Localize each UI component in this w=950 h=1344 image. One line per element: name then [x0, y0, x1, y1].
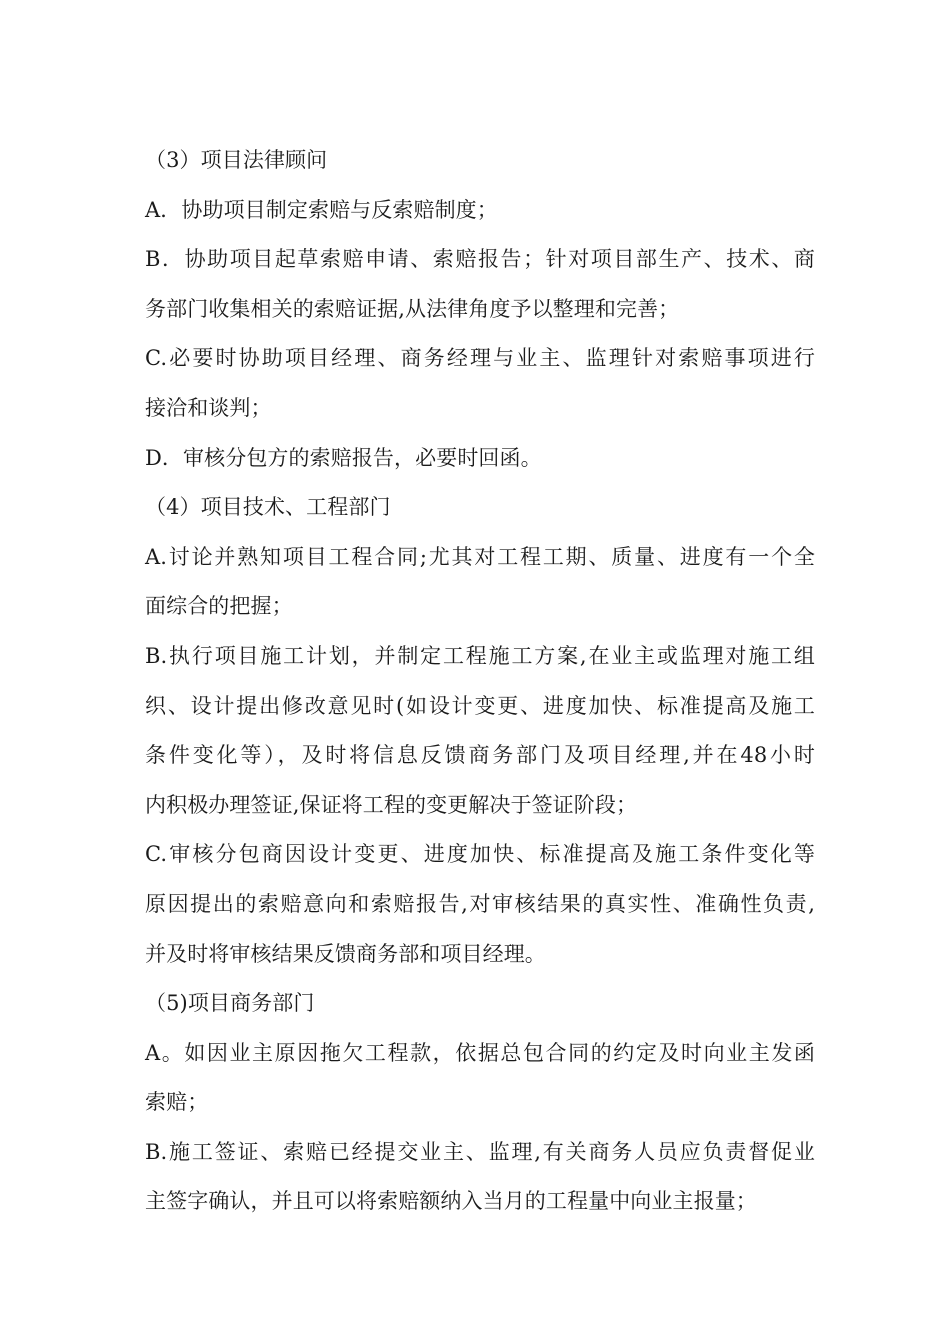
- paragraph-line: 主签字确认，并且可以将索赔额纳入当月的工程量中向业主报量；: [145, 1189, 757, 1214]
- paragraph-line: 条件变化等），及时将信息反馈商务部门及项目经理,并在48小时: [145, 743, 815, 768]
- section-heading-commercial: （5)项目商务部门: [145, 991, 315, 1016]
- paragraph-line: B.施工签证、索赔已经提交业主、监理,有关商务人员应负责督促业: [145, 1139, 815, 1164]
- paragraph-line: C.审核分包商因设计变更、进度加快、标准提高及施工条件变化等: [145, 842, 815, 867]
- paragraph-line: 索赔；: [145, 1090, 209, 1115]
- paragraph-line: C.必要时协助项目经理、商务经理与业主、监理针对索赔事项进行: [145, 346, 815, 371]
- section-heading-tech-engineering: （4）项目技术、工程部门: [145, 495, 391, 520]
- paragraph-line: A．协助项目制定索赔与反索赔制度；: [145, 197, 498, 222]
- paragraph-line: 并及时将审核结果反馈商务部和项目经理。: [145, 941, 546, 966]
- paragraph-line: 面综合的把握；: [145, 594, 293, 619]
- paragraph-line: 原因提出的索赔意向和索赔报告,对审核结果的真实性、准确性负责,: [145, 891, 815, 916]
- paragraph-line: 织、设计提出修改意见时(如设计变更、进度加快、标准提高及施工: [145, 693, 815, 718]
- paragraph-line: B．协助项目起草索赔申请、索赔报告；针对项目部生产、技术、商: [145, 247, 815, 272]
- paragraph-line: B.执行项目施工计划，并制定工程施工方案,在业主或监理对施工组: [145, 643, 815, 668]
- paragraph-line: D．审核分包方的索赔报告，必要时回函。: [145, 445, 542, 470]
- paragraph-line: A。如因业主原因拖欠工程款，依据总包合同的约定及时向业主发函: [145, 1040, 815, 1065]
- paragraph-line: 务部门收集相关的索赔证据,从法律角度予以整理和完善；: [145, 296, 680, 321]
- paragraph-line: A.讨论并熟知项目工程合同;尤其对工程工期、质量、进度有一个全: [145, 544, 815, 569]
- paragraph-line: 内积极办理签证,保证将工程的变更解决于签证阶段；: [145, 792, 638, 817]
- document-body: [145, 136, 815, 1227]
- section-heading-legal-advisor: （3）项目法律顾问: [145, 148, 328, 172]
- paragraph-line: 接洽和谈判；: [145, 395, 272, 420]
